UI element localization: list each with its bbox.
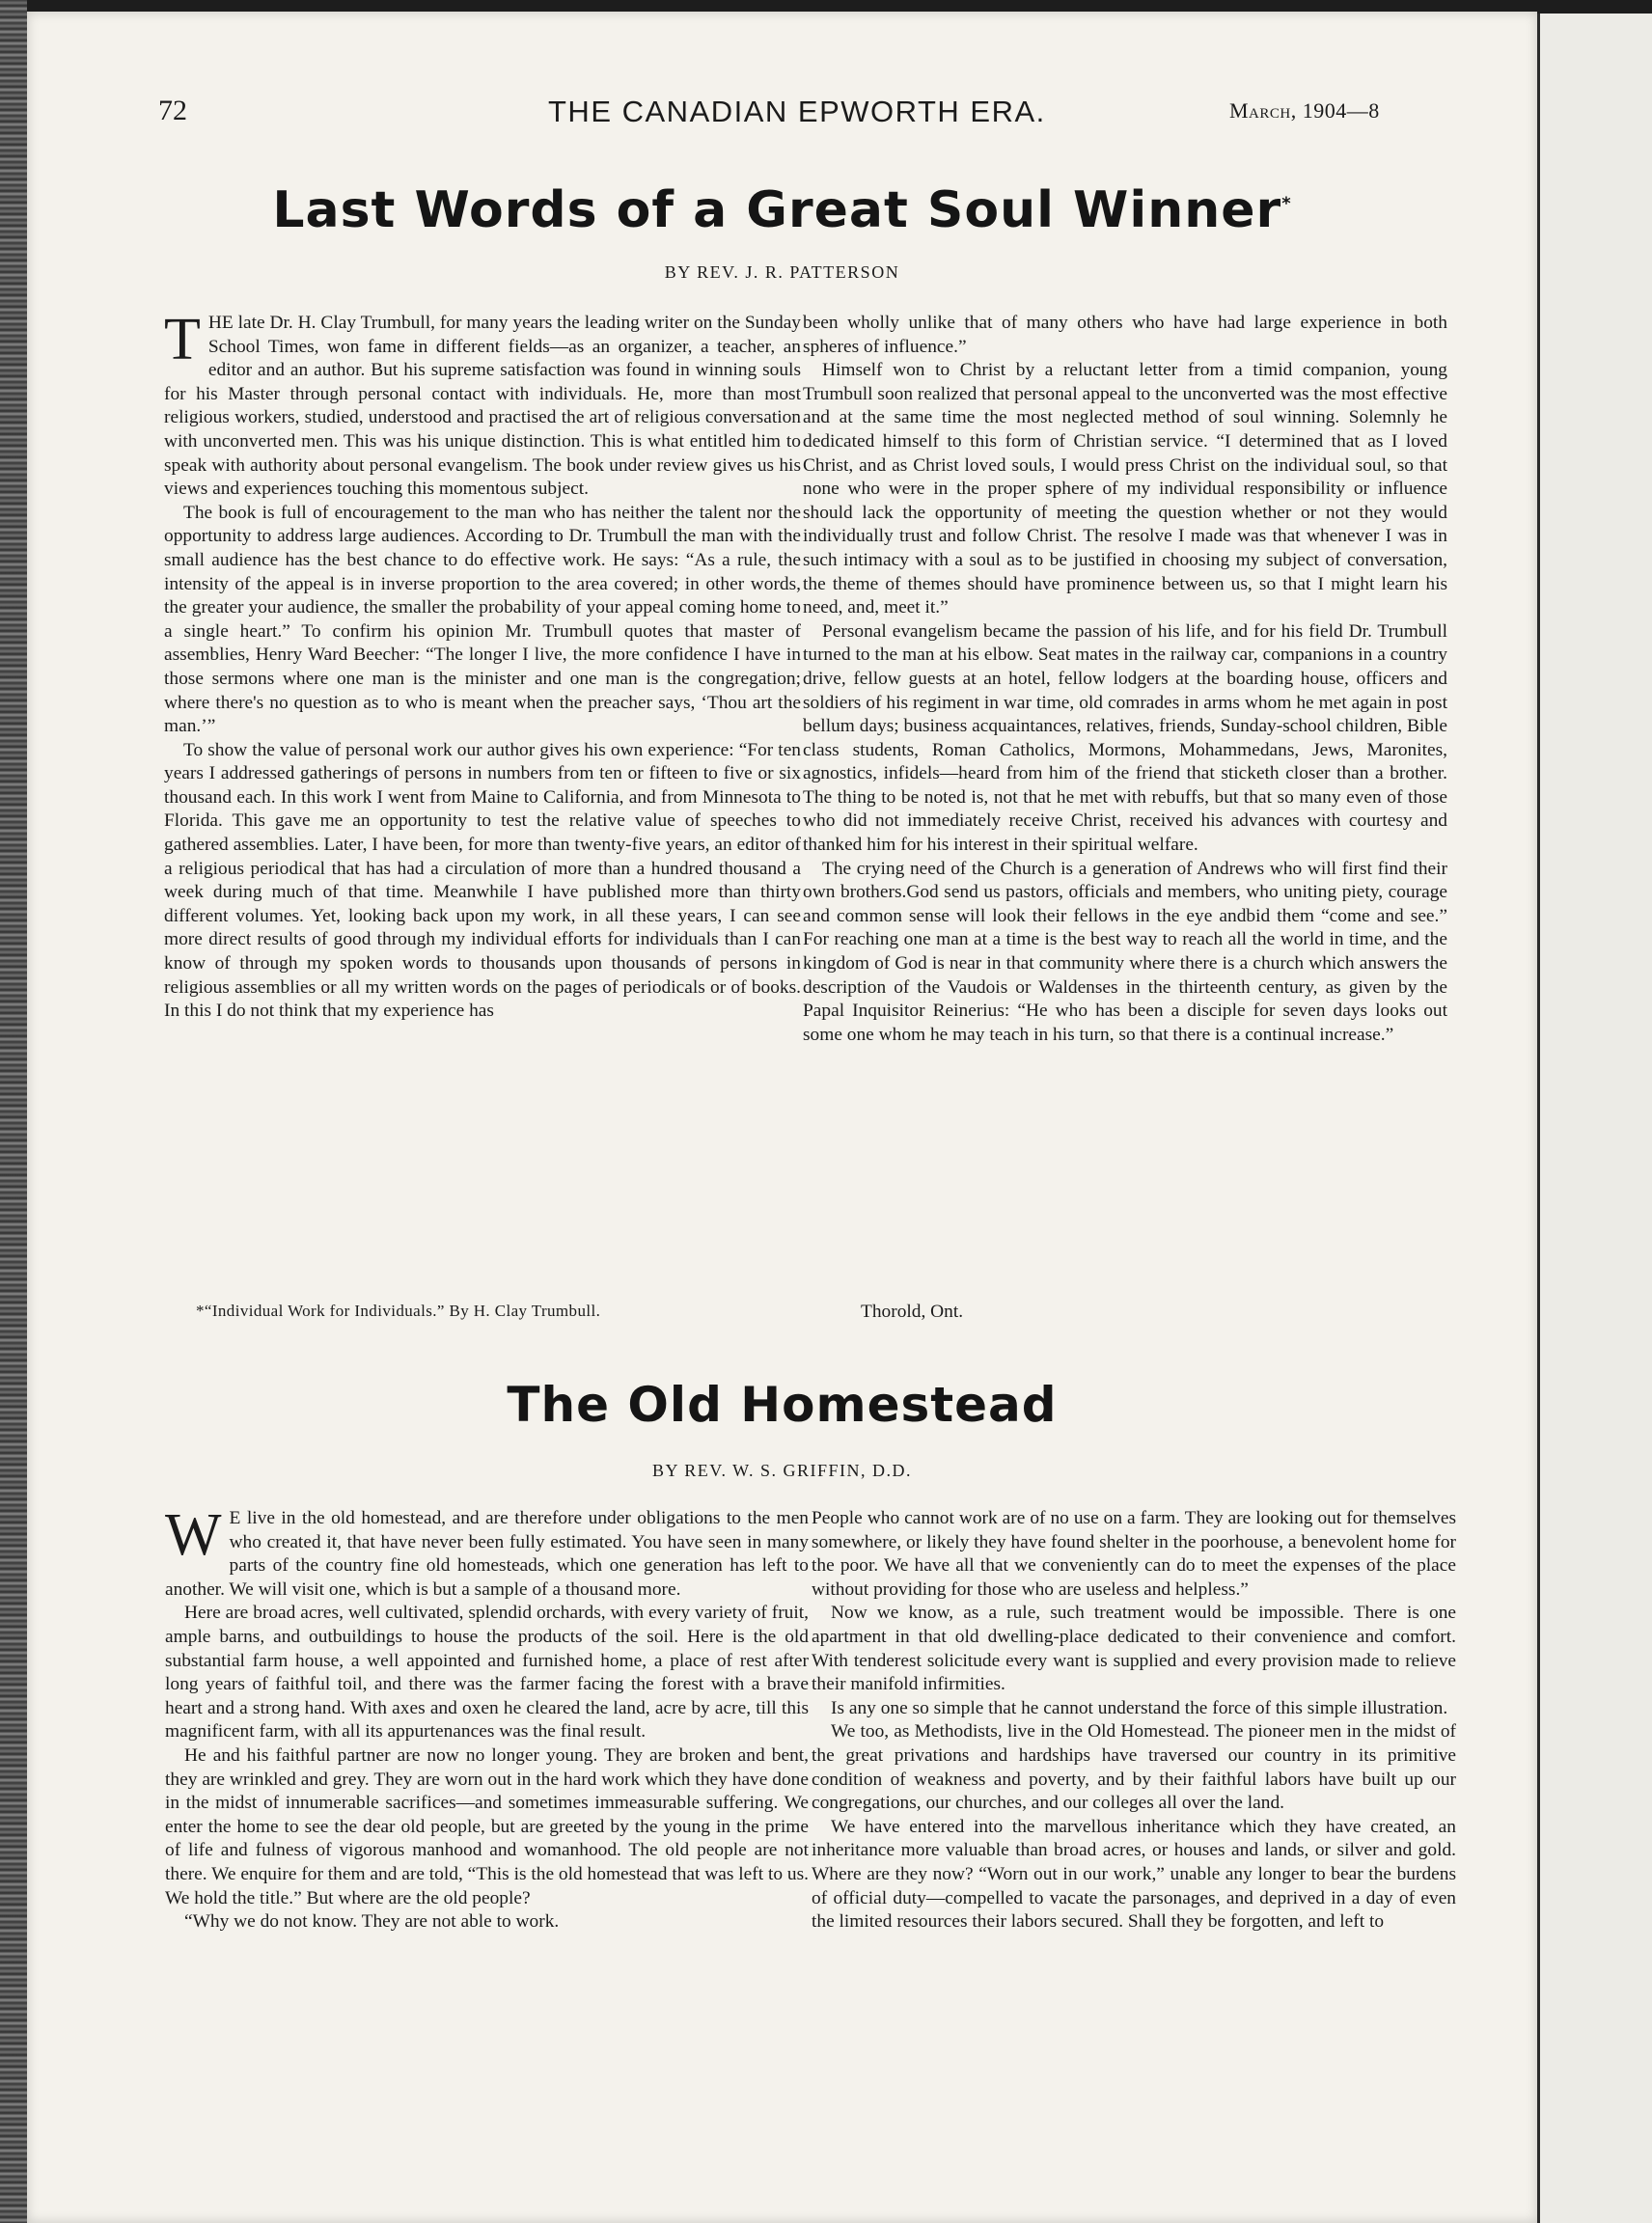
scan-left-edge — [0, 0, 27, 2223]
article1-title-text: Last Words of a Great Soul Winner — [272, 181, 1282, 239]
magazine-title: THE CANADIAN EPWORTH ERA. — [548, 95, 1046, 128]
article2-byline: BY REV. W. S. GRIFFIN, D.D. — [651, 1461, 913, 1480]
paragraph: Is any one so simple that he cannot understand the force of this simple illustration. — [831, 1697, 1448, 1718]
paragraph: been wholly unlike that of many others who have had large experience in both spheres of influence.” — [803, 313, 1447, 357]
running-header — [27, 95, 1537, 133]
paragraph-text: E live in the old homestead, and are therefore under obligations to the men who created it, that have never been fully estimated. You have seen in many parts of the country fine old homesteads, which one generation has left to another. We will visit one, which is but a sample of a thousand more. — [165, 1508, 809, 1600]
paragraph: The book is full of encouragement to the man who has neither the talent nor the opportunity to address large audiences. According to Dr. Trumbull the man with the small audience has the best chance to do effective work. He says: “As a rule, the intensity of the appeal is in inverse proportion to the area covered; in other words, the greater your audience, the smaller the probability of your appeal coming home to a single heart.” To confirm his opinion Mr. Trumbull quotes that master of assemblies, Henry Ward Beecher: “The longer I live, the more confidence I have in those sermons where one man is the minister and one man is the congregation; where there's no question as to who is meant when the preacher says, ‘Thou art the man.’” — [164, 502, 801, 737]
paragraph: Here are broad acres, well cultivated, splendid orchards, with every variety of fruit, ample barns, and outbuildings to house the products of the soil. Here is the old substantial farm house, a well appointed and furnished home, a place of rest after long years of faithful toil, and there was the farmer facing the forest with a brave heart and a strong hand. With axes and oxen he cleared the land, acre by acre, till this magnificent farm, with all its appurtenances was the final result. — [165, 1603, 809, 1743]
paragraph: He and his faithful partner are now no longer young. They are broken and bent, they are wrinkled and grey. They are worn out in the hard work which they have done in the midst of innumerable sacrifices—and sometimes immeasurable suffering. We enter the home to see the dear old people, but are greeted by the young in the prime of life and fulness of vigorous manhood and womanhood. The old people are not there. We enquire for them and are told, “This is the old homestead that was left to us. We hold the title.” But where are the old people? — [165, 1744, 809, 1908]
title-footnote-mark: * — [1281, 193, 1292, 214]
article2-column-1 — [165, 1502, 809, 1935]
article1-column-1 — [164, 307, 801, 1024]
drop-cap: T — [164, 307, 201, 372]
facing-page-strip — [1537, 14, 1652, 2223]
drop-cap: W — [165, 1502, 222, 1568]
article2-column-2 — [812, 1507, 1456, 1935]
article1-byline: BY REV. J. R. PATTERSON — [664, 262, 900, 282]
magazine-page — [27, 12, 1537, 2223]
paragraph — [165, 1502, 809, 1602]
paragraph: Personal evangelism became the passion of his life, and for his field Dr. Trumbull turned to the man at his elbow. Seat mates in the railway car, companions in a country drive, fellow guests at an hotel, fellow lodgers at the boarding house, officers and soldiers of his regiment in war time, old comrades in arms whom he met again in post bellum days; business acquaintances, relatives, friends, Sunday-school children, Bible class students, Roman Catholics, Mormons, Mohammedans, Jews, Maronites, agnostics, infidels—heard from him of the friend that sticketh closer than a brother. The thing to be noted is, not that he met with rebuffs, but that so many even of those who did not immediately receive Christ, received his advances with courtesy and thanked him for his interest in their spiritual welfare. — [803, 620, 1447, 856]
paragraph: Now we know, as a rule, such treatment would be impossible. There is one apartment in that old dwelling-place dedicated to their convenience and comfort. With tenderest solicitude every want is supplied and every provision made to relieve their manifold infirmities. — [812, 1603, 1456, 1695]
paragraph: Himself won to Christ by a reluctant letter from a timid companion, young Trumbull soon realized that personal appeal to the unconverted was the most effective and at the same time the most neglected method of soul winning. Solemnly he dedicated himself to this form of Christian service. “I determined that as I loved Christ, and as Christ loved souls, I would press Christ on the individual soul, so that none who were in the proper sphere of my individual responsibility or influence should lack the opportunity of meeting the question whether or not they would individually trust and follow Christ. The resolve I made was that whenever I was in such intimacy with a soul as to be justified in choosing my subject of conversation, the theme of themes should have prominence between us, so that I might learn his need, and, meet it.” — [803, 360, 1447, 618]
paragraph: “Why we do not know. They are not able to work. — [184, 1911, 560, 1933]
paragraph: To show the value of personal work our author gives his own experience: “For ten years I addressed gatherings of persons in numbers from ten or fifteen to five or six thousand each. In this work I went from Maine to California, and from Minnesota to Florida. This gave me an opportunity to test the relative value of speeches to gathered assemblies. Later, I have been, for more than twenty-five years, an editor of a religious periodical that has had a circulation of more than a hundred thousand a week during much of that time. Meanwhile I have published more than thirty different volumes. Yet, looking back upon my work, in all these years, I can see more direct results of good through my individual efforts for individuals than I can know of through my spoken words to thousands upon thousands of persons in religious assemblies or all my written words on the pages of periodicals or of books. In this I do not think that my experience has — [164, 739, 801, 1022]
article1-column-2 — [803, 312, 1447, 1047]
dateline-place: Thorold, Ont. — [861, 1302, 964, 1322]
page-number: 72 — [158, 95, 187, 126]
article1-title — [27, 181, 1537, 239]
footnote: *“Individual Work for Individuals.” By H. Clay Trumbull. — [196, 1302, 601, 1320]
paragraph: The crying need of the Church is a generation of Andrews who will first find their own brothers.God send us pastors, officials and members, who uniting piety, courage and common sense will look their fellows in the eye andbid them “come and see.” For reaching one man at a time is the best way to reach all the world in time, and the kingdom of God is near in that community where there is a church which answers the description of the Vaudois or Waldenses in the thirteenth century, as given by the Papal Inquisitor Reinerius: “He who has been a disciple for seven days looks out some one whom he may teach in his turn, so that there is a continual increase.” — [803, 858, 1447, 1045]
paragraph — [164, 307, 801, 502]
issue-date: March, 1904—8 — [1229, 98, 1380, 123]
paragraph: We too, as Methodists, live in the Old Homestead. The pioneer men in the midst of the great privations and hardships have traversed our country in its primitive condition of weakness and poverty, and by their faithful labors have built up our congregations, our churches, and our colleges all over the land. — [812, 1721, 1456, 1814]
paragraph: People who cannot work are of no use on a farm. They are looking out for themselves somewhere, or likely they have found shelter in the poorhouse, a benevolent home for the poor. We have all that we conveniently can do to meet the expenses of the place without providing for those who are useless and helpless.” — [812, 1508, 1456, 1600]
paragraph-text: HE late Dr. H. Clay Trumbull, for many years the leading writer on the Sunday School Times, won fame in different fields—as an organizer, a teacher, an editor and an author. But his supreme satisfaction was found in winning souls for his Master through personal contact with individuals. He, more than most religious workers, studied, understood and practised the art of religious conversation with unconverted men. This was his unique distinction. This is what entitled him to speak with authority about personal evangelism. The book under review gives us his views and experiences touching this momentous subject. — [164, 313, 801, 500]
paragraph: We have entered into the marvellous inheritance which they have created, an inheritance more valuable than broad acres, or houses and lands, or silver and gold. Where are they now? “Worn out in our work,” unable any longer to bear the burdens of official duty—compelled to vacate the parsonages, and deprived in a day of even the limited resources their labors secured. Shall they be forgotten, and left to — [812, 1816, 1456, 1933]
article2-title: The Old Homestead — [507, 1377, 1058, 1433]
